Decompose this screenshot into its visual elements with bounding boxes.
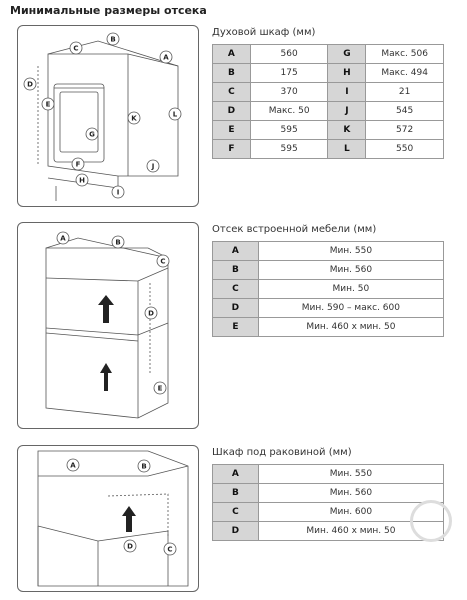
table-row <box>213 503 444 522</box>
built-in-label-d: D <box>148 309 154 318</box>
sink-label-a: A <box>70 461 76 470</box>
dimension-value: Мин. 590 – макс. 600 <box>258 299 443 318</box>
dimension-value: Мин. 460 x мин. 50 <box>258 522 443 541</box>
built-in-title: Отсек встроенной мебели (мм) <box>212 224 377 235</box>
table-row <box>213 64 444 83</box>
dimension-value: Мин. 50 <box>258 280 443 299</box>
oven-label-i: I <box>116 188 120 197</box>
table-row <box>213 484 444 503</box>
dimension-key: K <box>328 121 366 140</box>
sink-title: Шкаф под раковиной (мм) <box>212 447 352 458</box>
oven-illustration <box>17 25 199 207</box>
dimension-value: 560 <box>250 45 328 64</box>
oven-table-body <box>213 45 444 159</box>
built-in-label-a: A <box>60 234 66 243</box>
dimension-value: 175 <box>250 64 328 83</box>
table-row <box>213 45 444 64</box>
dimension-value: Мин. 460 x мин. 50 <box>258 318 443 337</box>
built-in-illustration <box>17 222 199 429</box>
built-in-label-c: C <box>160 257 166 266</box>
table-row <box>213 83 444 102</box>
dimension-value: Мин. 560 <box>258 261 443 280</box>
dimension-key: A <box>213 242 259 261</box>
watermark-icon <box>410 500 452 542</box>
built-in-table <box>212 241 444 337</box>
dimension-value: 572 <box>366 121 444 140</box>
oven-drawing <box>18 26 198 206</box>
dimension-key: B <box>213 261 259 280</box>
table-row <box>213 318 444 337</box>
table-row <box>213 242 444 261</box>
built-in-drawing <box>18 223 198 428</box>
oven-table <box>212 44 444 159</box>
dimension-key: D <box>213 299 259 318</box>
dimension-key: A <box>213 45 251 64</box>
dimension-value: Макс. 506 <box>366 45 444 64</box>
dimension-key: D <box>213 522 259 541</box>
dimension-value: Макс. 494 <box>366 64 444 83</box>
oven-label-g: G <box>89 130 95 139</box>
oven-label-h: H <box>79 176 85 185</box>
built-in-label-b: B <box>115 238 121 247</box>
dimension-key: F <box>213 140 251 159</box>
dimension-key: J <box>328 102 366 121</box>
dimension-value: Мин. 550 <box>258 242 443 261</box>
oven-label-d: D <box>27 80 33 89</box>
oven-label-k: K <box>131 114 137 123</box>
built-in-label-e: E <box>157 384 163 393</box>
dimension-key: E <box>213 121 251 140</box>
table-row <box>213 102 444 121</box>
dimension-key: I <box>328 83 366 102</box>
table-row <box>213 299 444 318</box>
dimension-value: Мин. 560 <box>258 484 443 503</box>
sink-table-body <box>213 465 444 541</box>
dimension-key: G <box>328 45 366 64</box>
table-row <box>213 522 444 541</box>
dimension-key: E <box>213 318 259 337</box>
sink-drawing <box>18 446 198 591</box>
table-row <box>213 140 444 159</box>
oven-label-j: J <box>151 162 155 171</box>
oven-label-a: A <box>163 53 169 62</box>
oven-label-f: F <box>75 160 81 169</box>
sink-label-b: B <box>141 462 147 471</box>
dimension-key: B <box>213 484 259 503</box>
dimension-value: 550 <box>366 140 444 159</box>
dimension-value: Макс. 50 <box>250 102 328 121</box>
page-title: Минимальные размеры отсека <box>10 4 207 17</box>
table-row <box>213 261 444 280</box>
oven-label-e: E <box>45 100 51 109</box>
dimension-key: C <box>213 83 251 102</box>
dimension-value: 370 <box>250 83 328 102</box>
dimension-key: C <box>213 280 259 299</box>
oven-title: Духовой шкаф (мм) <box>212 27 316 38</box>
oven-label-l: L <box>172 110 178 119</box>
dimension-value: Мин. 600 <box>258 503 443 522</box>
dimension-value: 595 <box>250 140 328 159</box>
dimension-key: A <box>213 465 259 484</box>
sink-illustration <box>17 445 199 592</box>
sink-label-d: D <box>127 542 133 551</box>
dimension-key: L <box>328 140 366 159</box>
dimension-value: Мин. 550 <box>258 465 443 484</box>
dimension-value: 545 <box>366 102 444 121</box>
dimension-value: 595 <box>250 121 328 140</box>
table-row <box>213 121 444 140</box>
oven-label-c: C <box>73 44 79 53</box>
dimension-key: C <box>213 503 259 522</box>
sink-label-c: C <box>167 545 173 554</box>
dimension-key: H <box>328 64 366 83</box>
table-row <box>213 465 444 484</box>
built-in-table-body <box>213 242 444 337</box>
oven-label-b: B <box>110 35 116 44</box>
dimension-key: B <box>213 64 251 83</box>
dimension-value: 21 <box>366 83 444 102</box>
table-row <box>213 280 444 299</box>
dimension-key: D <box>213 102 251 121</box>
sink-table <box>212 464 444 541</box>
